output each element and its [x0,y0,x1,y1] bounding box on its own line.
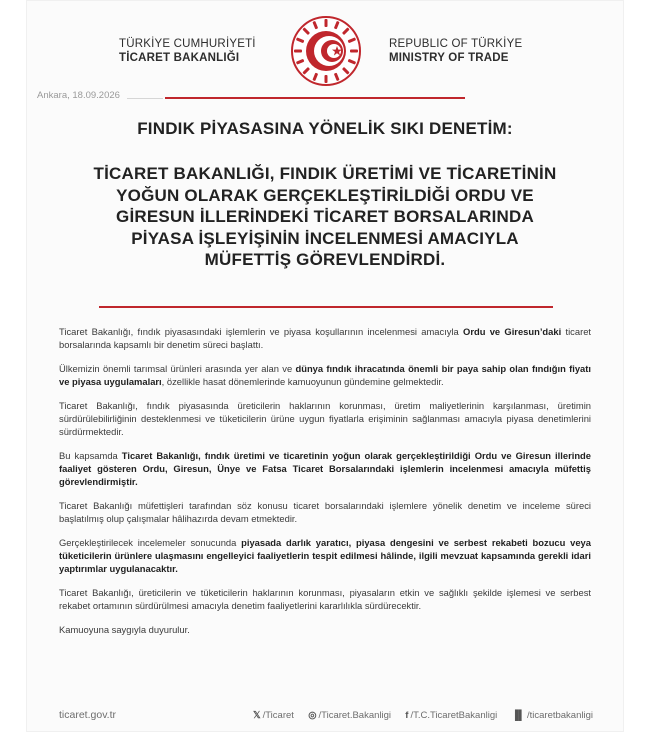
letterhead-ministry-tr: TİCARET BAKANLIĞI [119,52,240,64]
paragraph-5: Ticaret Bakanlığı müfettişleri tarafından söz konusu ticaret borsalarındaki işlemlere yönelik denetim ve inceleme süreci başlatılmış olup çalışmalar hâlihazırda devam etmektedir. [59,500,591,524]
letterhead-turkish [119,37,259,65]
press-release-page [26,0,624,732]
paragraph-3: Ticaret Bakanlığı, fındık piyasasında üreticilerin haklarının korunması, üretim maliyetlerinin karşılanması, üretimin sürdürülebilirliğinin desteklenmesi ve tüketicilerin ürüne uygun fiyatlarla erişiminin sağlanması amacıyla piyasa denetimlerini sürdürmektedir. [59,400,591,437]
paragraph-1-text-end: ticaret borsalarında kapsamlı bir denetim süreci başlattı. [59,326,592,350]
paragraph-6 [59,536,591,575]
social-links [253,710,593,721]
paragraph-1-bold: Ordu ve Giresun’daki [463,326,562,337]
release-date: Ankara, 18.09.2026 [37,90,120,101]
footer [27,709,623,725]
letterhead-english [389,37,549,65]
paragraph-2-text: Ülkemizin önemli tarımsal ürünleri arasında yer alan ve [59,363,296,374]
letterhead-ministry-en: MINISTRY OF TRADE [389,52,509,64]
bottom-red-divider [99,306,553,308]
facebook-handle-link[interactable]: /T.C.TicaretBakanligi [410,710,498,721]
paragraph-6-bold: piyasada darlık yaratıcı, piyasa dengesini ve serbest rekabeti bozucu veya tüketicilerin ürünlere ulaşmasını engelleyici faaliyetlerin tespit edilmesi hâlinde, ilgili mevzuat kapsamında gerekli idari yaptırımlar uygulanacaktır. [59,537,591,574]
paragraph-7: Ticaret Bakanlığı, üreticilerin ve tüketicilerin haklarının korunması, piyasaların etkin ve sağlıklı şekilde işlemesi ve serbest rekabet ortamının sürdürülmesi amacıyla denetim faaliyetlerini kararlılıkla sürdürecektir. [59,587,591,611]
paragraph-1 [59,325,591,351]
paragraph-1-text: Ticaret Bakanlığı, fındık piyasasındaki işlemlerin ve piyasa koşullarının incelenmesi amacıyla [59,326,464,337]
paragraph-2-text-end: , özellikle hasat dönemlerinde kamuoyunun gündemine gelmektedir. [161,376,444,387]
x-logo-icon: 𝕏 [252,710,261,721]
paragraph-8: Kamuoyuna saygıyla duyurulur. [59,624,190,635]
top-red-divider [165,97,465,99]
paragraph-4-text: Bu kapsamda [59,450,122,461]
website-link[interactable]: ticaret.gov.tr [59,709,116,721]
paragraph-4 [59,449,591,488]
nsosyal-icon: ▐▌ [511,710,525,721]
paragraph-4-bold: Ticaret Bakanlığı, fındık üretimi ve ticaretinin yoğun olarak gerçekleştirildiği Ordu ve Giresun illerinde faaliyet gösteren Ordu, Giresun, Ünye ve Fatsa Ticaret Borsalarındaki işlemlerin incelenmesi amacıyla müfettiş görevlendirmiştir. [59,450,591,487]
letterhead [27,15,623,75]
paragraph-6-text: Gerçekleştirilecek incelemeler sonucunda [59,537,242,548]
date-divider [127,98,163,99]
x-handle-link[interactable]: /Ticaret [262,710,294,721]
release-body [59,325,591,647]
instagram-handle-link[interactable]: /Ticaret.Bakanligi [318,710,392,721]
headline: FINDIK PİYASASINA YÖNELİK SIKI DENETİM: [137,119,513,138]
instagram-icon: ◎ [308,710,317,721]
paragraph-2-bold: dünya fındık ihracatında önemli bir paya sahip olan fındığın fiyatı ve piyasa uygulamaları [59,363,591,387]
subheadline: TİCARET BAKANLIĞI, FINDIK ÜRETİMİ VE TİCARETİNİN YOĞUN OLARAK GERÇEKLEŞTİRİLDİĞİ ORDU VE GİRESUN İLLERİNDEKİ TİCARET BORSALARINDA PİYASA İŞLEYİŞİNİN İNCELENMESİ AMACIYLA MÜFETTİŞ GÖREVLENDİRDİ. [93,164,557,269]
letterhead-country-tr: TÜRKİYE CUMHURİYETİ [119,38,256,50]
nsosyal-handle-link[interactable]: /ticaretbakanligi [526,710,593,721]
letterhead-country-en: REPUBLIC OF TÜRKİYE [389,38,523,50]
paragraph-2 [59,362,591,388]
facebook-icon: f [405,710,409,721]
ministry-emblem-icon [290,15,362,87]
